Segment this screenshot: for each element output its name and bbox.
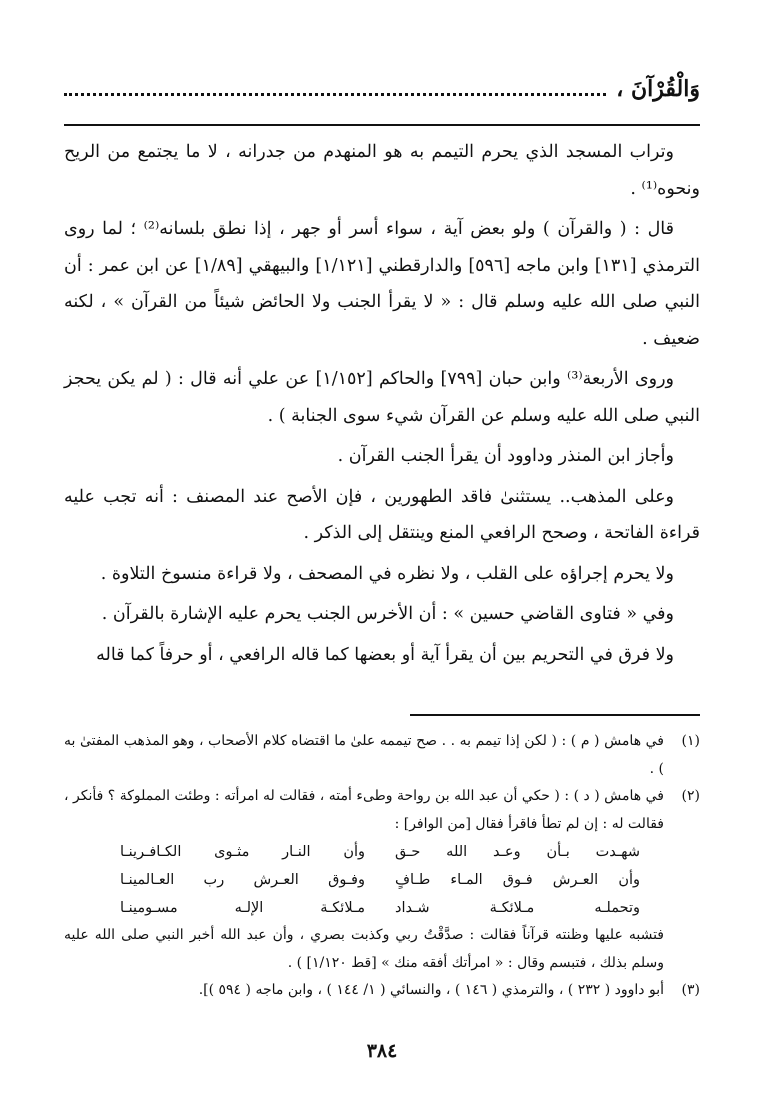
paragraph-1: وتراب المسجد الذي يحرم التيمم به هو المنهدم من جدرانه ، لا ما يجتمع من الريح ونحوه⁽¹⁾ . — [64, 142, 700, 199]
footnote-number: (٣) — [681, 982, 700, 998]
footnote-number: (٢) — [681, 788, 700, 804]
footnote-text: في هامش ( د ) : ( حكي أن عبد الله بن رواحة وطىء أمته ، فقالت له امرأته : وطئت المملوكة ؟ فأنكر ، فقالت له : إن لم تطأ فاقرأ فقال [من الوافر] : — [64, 788, 664, 832]
paragraph-6: ولا يحرم إجراؤه على القلب ، ولا نظره في المصحف ، ولا قراءة منسوخ التلاوة . — [100, 563, 674, 584]
paragraph-7: وفي « فتاوى القاضي حسين » : أن الأخرس الجنب يحرم عليه الإشارة بالقرآن . — [101, 604, 674, 624]
footnote-body — [64, 783, 664, 977]
book-page — [64, 0, 700, 1100]
footnote-rule — [410, 714, 700, 716]
footnote-text: أبو داوود ( ٢٣٢ ) ، والترمذي ( ١٤٦ ) ، والنسائي ( ١/ ١٤٤ ) ، وابن ماجه ( ٥٩٤ )]. — [198, 982, 664, 998]
paragraph-8: ولا فرق في التحريم بين أن يقرأ آية أو بعضها كما قاله الرافعي ، أو حرفاً كما قاله — [96, 644, 674, 665]
verse-2-first-hemistich: وأن العـرش فـوق المـاء طـافٍ — [395, 872, 640, 888]
running-head-title: وَالْقُرْآنَ ، — [616, 76, 700, 102]
verse-3-second-hemistich: مـلائكـة الإلـه مسـومينـا — [120, 900, 365, 916]
footnote-text: في هامش ( م ) : ( لكن إذا تيمم به . . صح تيممه علىٰ ما اقتضاه كلام الأصحاب ، وهو المذهب المفتىٰ به ) . — [64, 733, 664, 777]
paragraph-5: وعلى المذهب.. يستثنىٰ فاقد الطهورين ، فإن الأصح عند المصنف : أنه تجب عليه قراءة الفاتحة ، وصحح الرافعي المنع وينتقل إلى الذكر . — [64, 486, 700, 543]
paragraph-2: قال : ( والقرآن ) ولو بعض آية ، سواء أسر أو جهر ، إذا نطق بلسانه⁽²⁾ ؛ لما روى الترمذي [١٣١] وابن ماجه [٥٩٦] والدارقطني [١/١٢١] والبيهقي [١/٨٩] عن ابن عمر : أن النبي صلى الله عليه وسلم قال : « لا يقرأ الجنب ولا الحائض شيئاً من القرآن » ، لكنه ضعيف . — [64, 219, 700, 349]
header-rule — [64, 124, 700, 126]
verse-2-second-hemistich: وفـوق العـرش رب العـالمينـا — [120, 872, 365, 888]
footnote-2 — [64, 783, 700, 977]
paragraph-4: وأجاز ابن المنذر وداوود أن يقرأ الجنب القرآن . — [337, 446, 674, 466]
footnote-1 — [64, 728, 700, 783]
footnote-3 — [64, 977, 700, 1005]
footnote-number: (١) — [681, 733, 700, 749]
running-head-dots — [64, 92, 606, 96]
paragraph-3: وروى الأربعة⁽³⁾ وابن حبان [٧٩٩] والحاكم [١/١٥٢] عن علي أنه قال : ( لم يكن يحجز النبي صلى الله عليه وسلم عن القرآن شيء سوى الجنابة ) . — [64, 369, 700, 426]
running-head — [64, 72, 700, 102]
poem-verses — [64, 838, 664, 922]
page-number: ٣٨٤ — [366, 1040, 398, 1062]
verse-1-first-hemistich: شهـدت بـأن وعـد الله حـق — [395, 844, 640, 860]
footnotes — [64, 728, 700, 1005]
footnote-continuation: فتشبه عليها وظنته قرآناً فقالت : صدَّقْتُ ربي وكذبت بصري ، وأن عبد الله أخبر النبي صلى الله عليه وسلم بذلك ، فتبسم وقال : « امرأتك أفقه منك » [قط ١/١٢٠] ) . — [64, 927, 664, 971]
main-text — [64, 134, 700, 673]
verse-3-first-hemistich: وتحملـه مـلائكـة شـداد — [395, 900, 640, 916]
verse-1-second-hemistich: وأن النـار مثـوى الكـافـرينـا — [120, 844, 365, 860]
